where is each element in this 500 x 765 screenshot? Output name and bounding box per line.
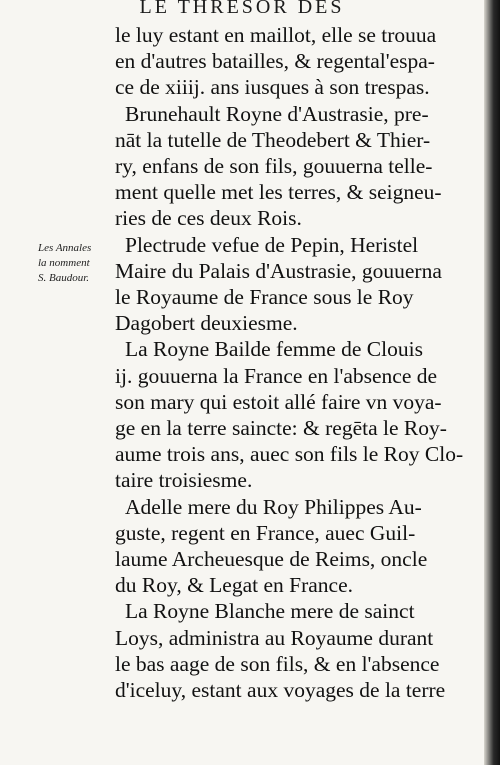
text-line: ge en la terre saincte: & regēta le Roy- bbox=[115, 416, 447, 441]
text-line: ries de ces deux Rois. bbox=[115, 206, 302, 231]
text-line: Brunehault Royne d'Austrasie, pre- bbox=[125, 101, 429, 126]
text-line: Adelle mere du Roy Philippes Au- bbox=[125, 494, 422, 519]
margin-note-line: la nomment bbox=[38, 257, 90, 269]
text-line: ij. gouuerna la France en l'absence de bbox=[115, 363, 438, 388]
text-line: le bas aage de son fils, & en l'absence bbox=[115, 651, 440, 676]
text-line: Plectrude vefue de Pepin, Heristel bbox=[125, 232, 419, 257]
text-line: le Royaume de France sous le Roy bbox=[115, 285, 414, 310]
text-line: taire troisiesme. bbox=[115, 468, 253, 493]
text-line: Dagobert deuxiesme. bbox=[115, 311, 298, 336]
text-line: ment quelle met les terres, & seigneu- bbox=[115, 180, 442, 205]
text-line: Loys, administra au Royaume durant bbox=[115, 625, 434, 650]
text-line: aume trois ans, auec son fils le Roy Clo- bbox=[115, 442, 464, 467]
text-line: laume Archeuesque de Reims, oncle bbox=[115, 547, 428, 572]
text-line: guste, regent en France, auec Guil- bbox=[115, 520, 416, 545]
text-line: ry, enfans de son fils, gouuerna telle- bbox=[115, 154, 433, 179]
body-text bbox=[115, 22, 485, 703]
text-line: La Royne Bailde femme de Clouis bbox=[125, 337, 423, 362]
page-gutter-shadow bbox=[484, 0, 500, 765]
text-line: La Royne Blanche mere de sainct bbox=[125, 599, 415, 624]
margin-note-line: Les Annales bbox=[38, 242, 92, 254]
text-line: nāt la tutelle de Theodebert & Thier- bbox=[115, 127, 431, 152]
text-line: en d'autres batailles, & regental'espa- bbox=[115, 49, 435, 74]
text-line: ce de xiiij. ans iusques à son trespas. bbox=[115, 75, 430, 100]
text-line: Maire du Palais d'Austrasie, gouuerna bbox=[115, 258, 442, 283]
text-line: son mary qui estoit allé faire vn voya- bbox=[115, 389, 442, 414]
text-line: le luy estant en maillot, elle se trouua bbox=[115, 23, 437, 47]
text-line: d'iceluy, estant aux voyages de la terre bbox=[115, 678, 446, 703]
running-head: LE THRESOR DES bbox=[139, 0, 345, 18]
margin-note bbox=[38, 241, 124, 286]
text-line: du Roy, & Legat en France. bbox=[115, 573, 354, 598]
margin-note-line: S. Baudour. bbox=[38, 272, 90, 284]
